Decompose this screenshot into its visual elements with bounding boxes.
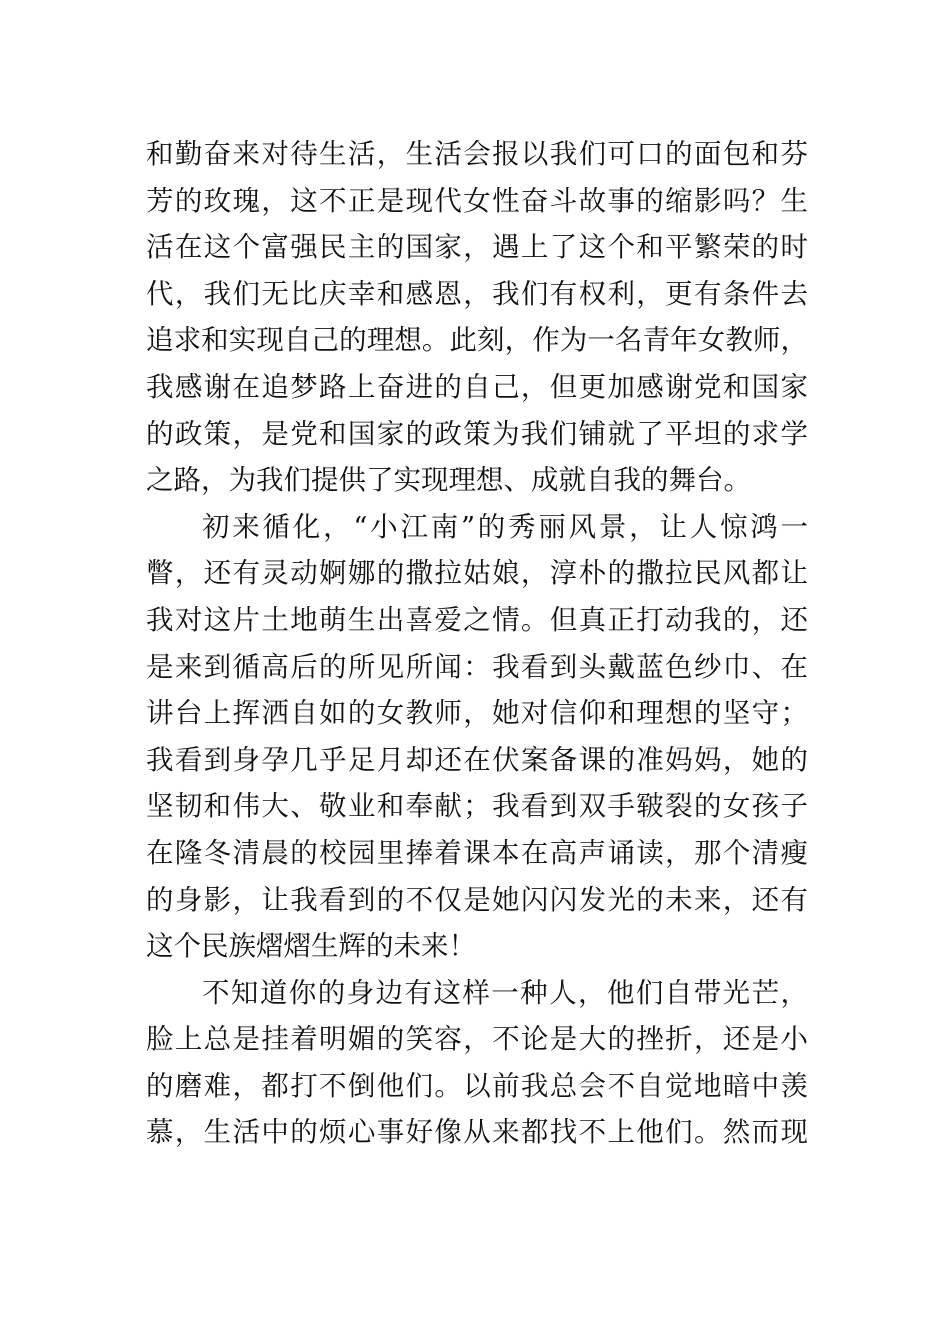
text-line: 的磨难，都打不倒他们。以前我总会不自觉地暗中羡 — [146, 1069, 808, 1102]
paragraph-1 — [146, 131, 808, 504]
text-line: 追求和实现自己的理想。此刻，作为一名青年女教师， — [146, 324, 808, 357]
text-line: 脸上总是挂着明媚的笑容，不论是大的挫折，还是小 — [146, 1023, 808, 1056]
text-line: 瞥，还有灵动婀娜的撒拉姑娘，淳朴的撒拉民风都让 — [146, 557, 808, 590]
text-line: 我对这片土地萌生出喜爱之情。但真正打动我的，还 — [146, 603, 808, 636]
text-line: 慕，生活中的烦心事好像从来都找不上他们。然而现 — [146, 1116, 808, 1149]
text-line: 在隆冬清晨的校园里捧着课本在高声诵读，那个清瘦 — [146, 836, 808, 869]
text-line: 我感谢在追梦路上奋进的自己，但更加感谢党和国家 — [146, 370, 808, 403]
text-line: 活在这个富强民主的国家，遇上了这个和平繁荣的时 — [146, 231, 808, 264]
text-line: 的身影，让我看到的不仅是她闪闪发光的未来，还有 — [146, 883, 808, 916]
text-line: 这个民族熠熠生辉的未来！ — [146, 930, 476, 963]
text-line: 不知道你的身边有这样一种人，他们自带光芒， — [202, 976, 808, 1009]
text-line: 初来循化，“小江南”的秀丽风景，让人惊鸿一 — [202, 510, 808, 543]
body-text — [146, 131, 808, 1156]
paragraph-2 — [146, 504, 808, 970]
text-line: 芳的玫瑰，这不正是现代女性奋斗故事的缩影吗？生 — [146, 184, 808, 217]
paragraph-3 — [146, 970, 808, 1156]
text-line: 坚韧和伟大、敬业和奉献；我看到双手皲裂的女孩子 — [146, 790, 808, 823]
text-line: 我看到身孕几乎足月却还在伏案备课的准妈妈，她的 — [146, 743, 808, 776]
text-line: 的政策，是党和国家的政策为我们铺就了平坦的求学 — [146, 417, 808, 450]
text-line: 代，我们无比庆幸和感恩，我们有权利，更有条件去 — [146, 277, 808, 310]
text-line: 是来到循高后的所见所闻：我看到头戴蓝色纱巾、在 — [146, 650, 808, 683]
text-line: 讲台上挥洒自如的女教师，她对信仰和理想的坚守； — [146, 697, 808, 730]
text-line: 之路，为我们提供了实现理想、成就自我的舞台。 — [146, 464, 751, 497]
text-line: 和勤奋来对待生活，生活会报以我们可口的面包和芬 — [146, 138, 808, 170]
